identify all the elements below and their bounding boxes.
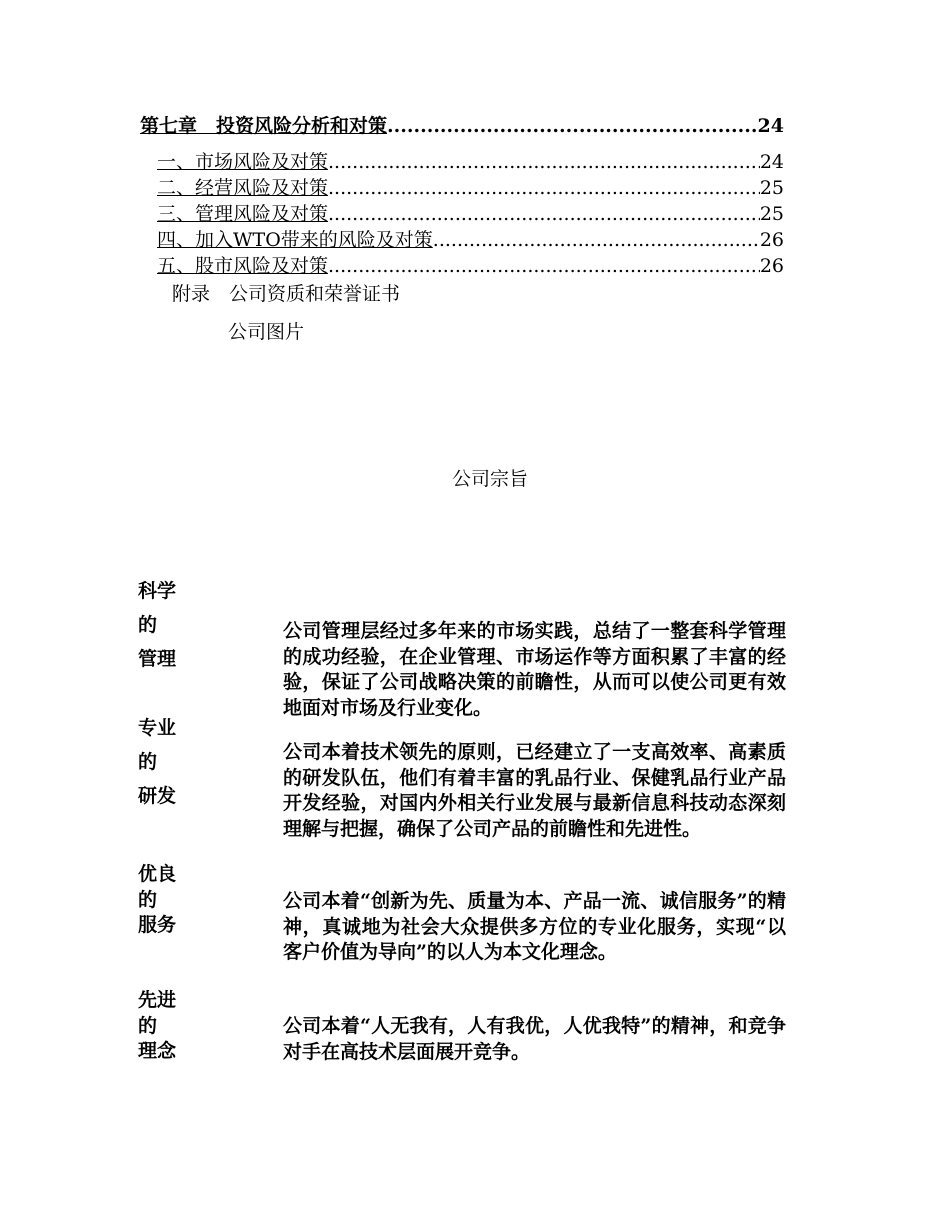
toc-page-number: 24: [759, 151, 784, 173]
toc-leader-dots: [328, 149, 760, 175]
label-line: 的: [138, 751, 158, 773]
toc-item-title[interactable]: 四、加入WTO带来的风险及对策: [157, 229, 433, 251]
label-line: 先进: [138, 989, 177, 1011]
toc-item-title[interactable]: 三、管理风险及对策: [157, 203, 329, 225]
principle-label: [138, 988, 188, 1065]
toc-item-title[interactable]: 二、经营风险及对策: [157, 177, 329, 199]
label-line: 科学: [138, 580, 177, 602]
toc-leader-dots: [433, 227, 760, 253]
toc-leader-dots: [328, 175, 760, 201]
toc-photos: 公司图片: [228, 321, 305, 343]
toc-item-title[interactable]: 五、股市风险及对策: [157, 255, 329, 277]
label-line: 的: [138, 614, 158, 636]
toc-page-number: 25: [759, 177, 784, 199]
toc-leader-dots: [328, 201, 760, 227]
principle-text: 公司本着“人无我有，人有我优，人优我特”的精神，和竞争对手在高技术层面展开竞争。: [283, 1015, 786, 1063]
toc-item[interactable]: [157, 201, 784, 227]
principle-text: 公司管理层经过多年来的市场实践，总结了一整套科学管理的成功经验，在企业管理、市场运作等方面积累了丰富的经验，保证了公司战略决策的前瞻性，从而可以使公司更有效地面对市场及行业变化。: [283, 620, 786, 719]
principle-label: [138, 574, 188, 676]
label-line: 优良: [138, 863, 177, 885]
toc-page-number: 25: [759, 203, 784, 225]
toc-item[interactable]: [157, 227, 784, 253]
label-line: 服务: [138, 914, 177, 936]
toc-leader-dots: [387, 113, 758, 139]
toc-page-number: 24: [757, 115, 784, 137]
toc-page-number: 26: [759, 255, 784, 277]
principle-label: [138, 711, 188, 813]
toc-chapter-title[interactable]: 第七章 投资风险分析和对策: [140, 115, 388, 137]
label-line: 的: [138, 1014, 158, 1037]
toc-item[interactable]: [157, 175, 784, 201]
label-line: 管理: [138, 648, 177, 670]
section-title: 公司宗旨: [451, 468, 528, 490]
label-line: 研发: [138, 785, 177, 807]
principle-text: 公司本着技术领先的原则，已经建立了一支高效率、高素质的研发队伍，他们有着丰富的乳品行业、保健乳品行业产品开发经验，对国内外相关行业发展与最新信息科技动态深刻理解与把握，确保了公司产品的前瞻性和先进性。: [283, 741, 786, 840]
label-line: 理念: [138, 1040, 177, 1062]
principle-text: 公司本着“创新为先、质量为本、产品一流、诚信服务”的精神，真诚地为社会大众提供多方位的专业化服务，实现“以客户价值为导向”的以人为本文化理念。: [283, 890, 786, 963]
label-line: 专业: [138, 717, 177, 739]
toc-page-number: 26: [759, 229, 784, 251]
toc-item[interactable]: [157, 149, 784, 175]
toc-appendix: 附录 公司资质和荣誉证书: [172, 283, 401, 305]
toc-leader-dots: [328, 253, 760, 279]
principle-label: [138, 862, 188, 939]
toc-chapter-entry[interactable]: [140, 113, 784, 139]
toc-item-title[interactable]: 一、市场风险及对策: [157, 151, 329, 173]
toc-item[interactable]: [157, 253, 784, 279]
label-line: 的: [138, 888, 158, 911]
